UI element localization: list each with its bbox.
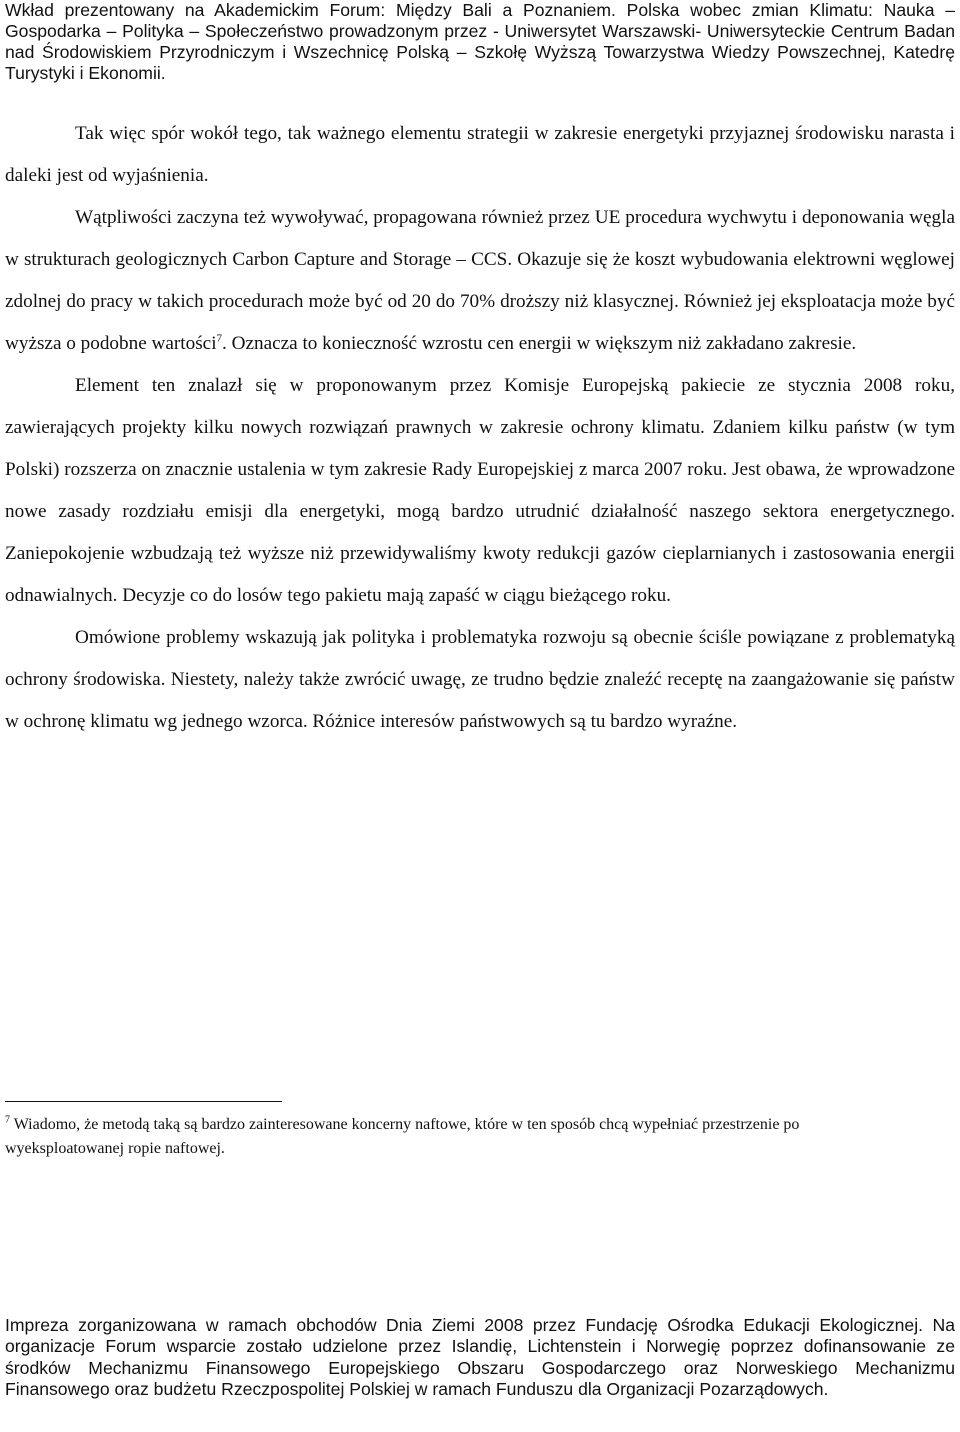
footnote-number: 7 (5, 1114, 10, 1126)
footnote (5, 1113, 880, 1161)
footnote-reference[interactable]: 7 (216, 332, 223, 345)
paragraph-2-text-continued: . Oznacza to konieczność wzrostu cen energii w większym niż zakładano zakresie. (222, 333, 857, 354)
page-footer-note: Impreza zorganizowana w ramach obchodów Dnia Ziemi 2008 przez Fundację Ośrodka Edukacji Ekologicznej. Na organizacje Forum wsparcie zostało udzielone przez Islandię, Lichtenstein i Norwegię poprzez dofinansowanie ze środków Mechanizmu Finansowego Europejskiego Obszaru Gospodarczego oraz Norweskiego Mechanizmu Finansowego oraz budżetu Rzeczpospolitej Polskiej w ramach Funduszu dla Organizacji Pozarządowych. (5, 1315, 955, 1399)
main-text (5, 113, 955, 743)
paragraph-4: Omówione problemy wskazują jak polityka i problematyka rozwoju są obecnie ściśle powiązane z problematyką ochrony środowiska. Niestety, należy także zwrócić uwagę, ze trudno będzie znaleźć receptę na zaangażowanie się państw w ochronę klimatu wg jednego wzorca. Różnice interesów państwowych są tu bardzo wyraźne. (5, 627, 955, 732)
paragraph-1: Tak więc spór wokół tego, tak ważnego elementu strategii w zakresie energetyki przyjaznej środowisku narasta i daleki jest od wyjaśnienia. (5, 123, 955, 186)
footnote-text: Wiadomo, że metodą taką są bardzo zainteresowane koncerny naftowe, które w ten sposób chcą wypełniać przestrzenie po wyeksploatowanej ropie naftowej. (5, 1116, 800, 1157)
page-header-note: Wkład prezentowany na Akademickim Forum: Między Bali a Poznaniem. Polska wobec zmian Klimatu: Nauka – Gospodarka – Polityka – Społeczeństwo prowadzonym przez - Uniwersytet Warszawski- Uniwersyteckie Centrum Badan nad Środowiskiem Przyrodniczym i Wszechnicę Polską – Szkołę Wyższą Towarzystwa Wiedzy Powszechnej, Katedrę Turystyki i Ekonomii. (5, 0, 955, 83)
paragraph-2-text: Wątpliwości zaczyna też wywoływać, propagowana również przez UE procedura wychwytu i deponowania węgla w strukturach geologicznych Carbon Capture and Storage – CCS. Okazuje się że koszt wybudowania elektrowni węglowej zdolnej do pracy w takich procedurach może być od 20 do 70% droższy niż klasycznej. Również jej eksploatacja może być wyższa o podobne wartości (5, 207, 955, 354)
paragraph-2 (5, 197, 955, 365)
footnote-separator (5, 1101, 282, 1102)
paragraph-3: Element ten znalazł się w proponowanym przez Komisje Europejską pakiecie ze stycznia 2008 roku, zawierających projekty kilku nowych rozwiązań prawnych w zakresie ochrony klimatu. Zdaniem kilku państw (w tym Polski) rozszerza on znacznie ustalenia w tym zakresie Rady Europejskiej z marca 2007 roku. Jest obawa, że wprowadzone nowe zasady rozdziału emisji dla energetyki, mogą bardzo utrudnić działalność naszego sektora energetycznego. Zaniepokojenie wzbudzają też wyższe niż przewidywaliśmy kwoty redukcji gazów cieplarnianych i zastosowania energii odnawialnych. Decyzje co do losów tego pakietu mają zapaść w ciągu bieżącego roku. (5, 375, 955, 606)
